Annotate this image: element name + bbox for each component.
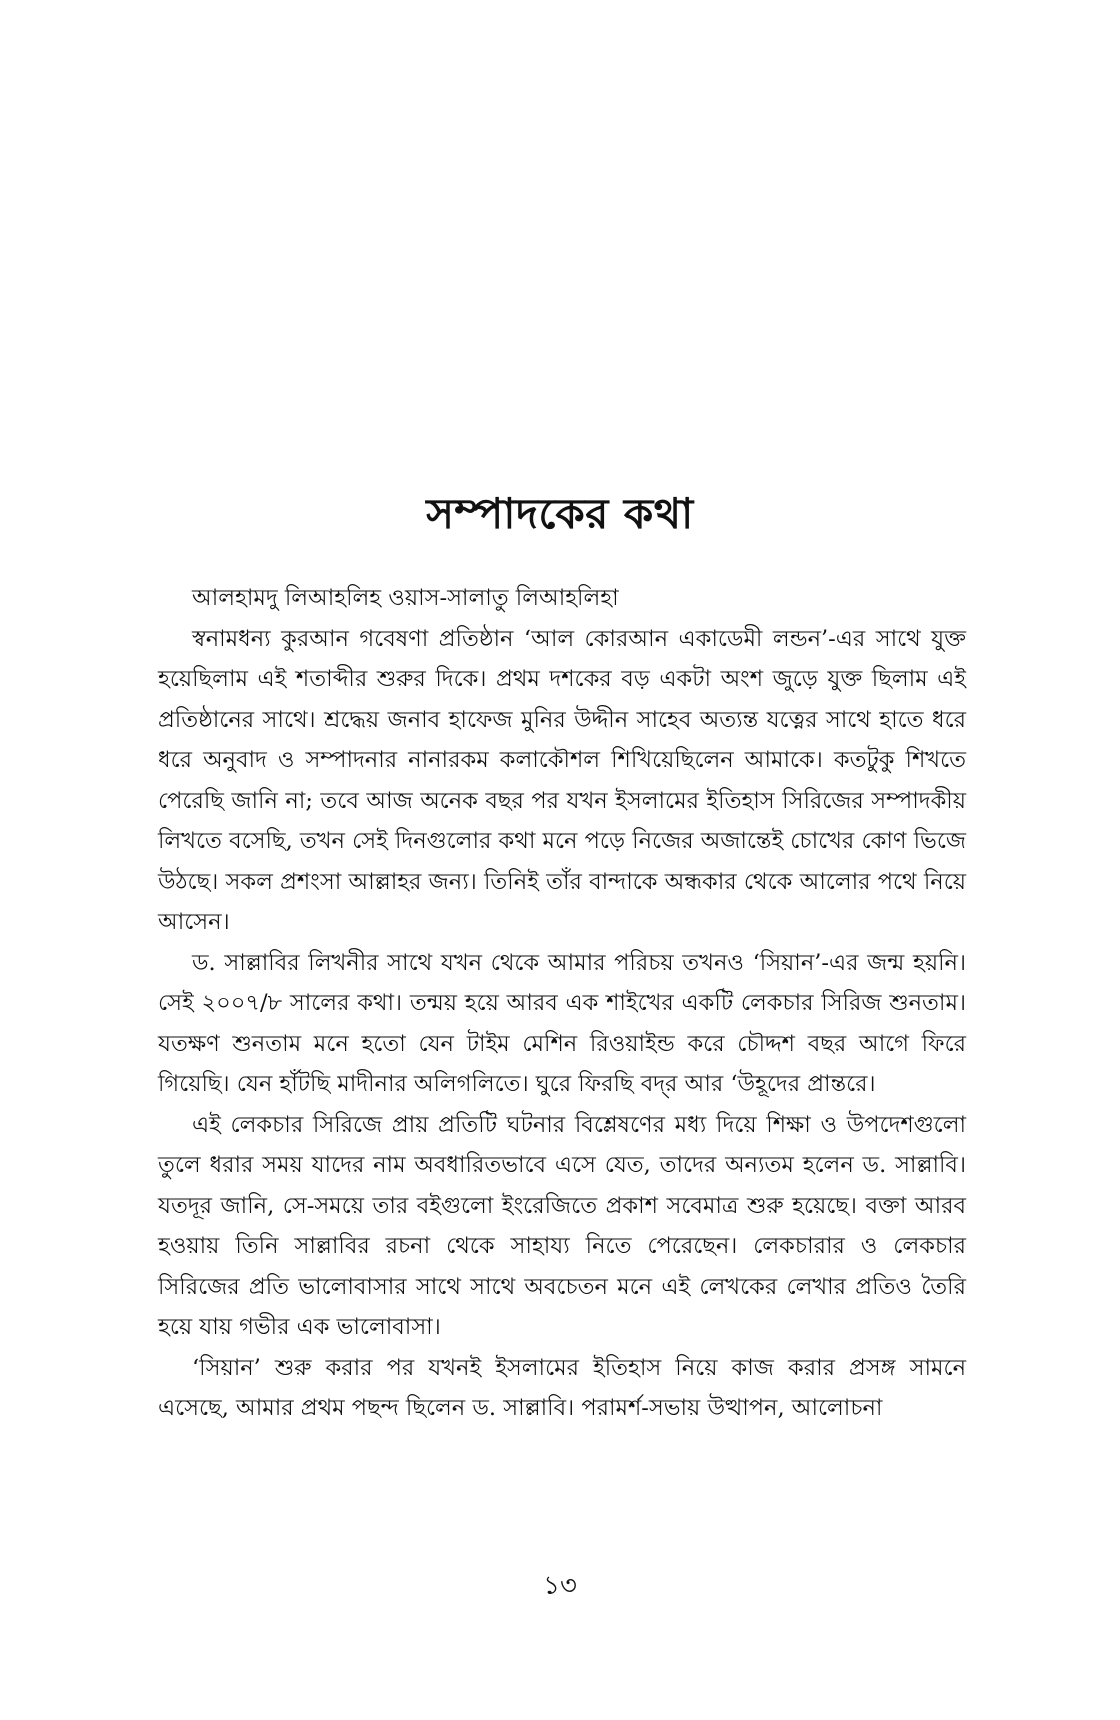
paragraph-2: ড. সাল্লাবির লিখনীর সাথে যখন থেকে আমার পরিচয় তখনও ‘সিয়ান’-এর জন্ম হয়নি। সেই ২০০৭/৮ সালের কথা। তন্ময় হয়ে আরব এক শাইখের একটি লেকচার সিরিজ শুনতাম। যতক্ষণ শুনতাম মনে হতো যেন টাইম মেশিন রিওয়াইন্ড করে চৌদ্দশ বছর আগে ফিরে গিয়েছি। যেন হাঁটছি মাদীনার অলিগলিতে। ঘুরে ফিরছি বদ্‌র আর ‘উহূদের প্রান্তরে। [158, 949, 966, 1097]
paragraph-4: ‘সিয়ান’ শুরু করার পর যখনই ইসলামের ইতিহাস নিয়ে কাজ করার প্রসঙ্গ সামনে এসেছে, আমার প্রথম পছন্দ ছিলেন ড. সাল্লাবি। পরামর্শ-সভায় উত্থাপন, আলোচনা [158, 1354, 966, 1421]
paragraph-1: স্বনামধন্য কুরআন গবেষণা প্রতিষ্ঠান ‘আল কোরআন একাডেমী লন্ডন’-এর সাথে যুক্ত হয়েছিলাম এই শতাব্দীর শুরুর দিকে। প্রথম দশকের বড় একটা অংশ জুড়ে যুক্ত ছিলাম এই প্রতিষ্ঠানের সাথে। শ্রদ্ধেয় জনাব হাফেজ মুনির উদ্দীন সাহেব অত্যন্ত যত্নের সাথে হাতে ধরে ধরে অনুবাদ ও সম্পাদনার নানারকম কলাকৌশল শিখিয়েছিলেন আমাকে। কতটুকু শিখতে পেরেছি জানি না; তবে আজ অনেক বছর পর যখন ইসলামের ইতিহাস সিরিজের সম্পাদকীয় লিখতে বসেছি, তখন সেই দিনগুলোর কথা মনে পড়ে নিজের অজান্তেই চোখের কোণ ভিজে উঠছে। সকল প্রশংসা আল্লাহর জন্য। তিনিই তাঁর বান্দাকে অন্ধকার থেকে আলোর পথে নিয়ে আসেন। [158, 625, 966, 935]
body-text [158, 578, 966, 1429]
opening-line: আলহামদু লিআহলিহ ওয়াস-সালাতু লিআহলিহা [192, 585, 619, 611]
page-title: সম্পাদকের কথা [426, 489, 694, 538]
paragraph-3: এই লেকচার সিরিজে প্রায় প্রতিটি ঘটনার বিশ্লেষণের মধ্য দিয়ে শিক্ষা ও উপদেশগুলো তুলে ধরার সময় যাদের নাম অবধারিতভাবে এসে যেত, তাদের অন্যতম হলেন ড. সাল্লাবি। যতদূর জানি, সে-সময়ে তার বইগুলো ইংরেজিতে প্রকাশ সবেমাত্র শুরু হয়েছে। বক্তা আরব হওয়ায় তিনি সাল্লাবির রচনা থেকে সাহায্য নিতে পেরেছেন। লেকচারার ও লেকচার সিরিজের প্রতি ভালোবাসার সাথে সাথে অবচেতন মনে এই লেখকের লেখার প্রতিও তৈরি হয়ে যায় গভীর এক ভালোবাসা। [158, 1111, 966, 1340]
page-number: ১৩ [543, 1571, 577, 1601]
